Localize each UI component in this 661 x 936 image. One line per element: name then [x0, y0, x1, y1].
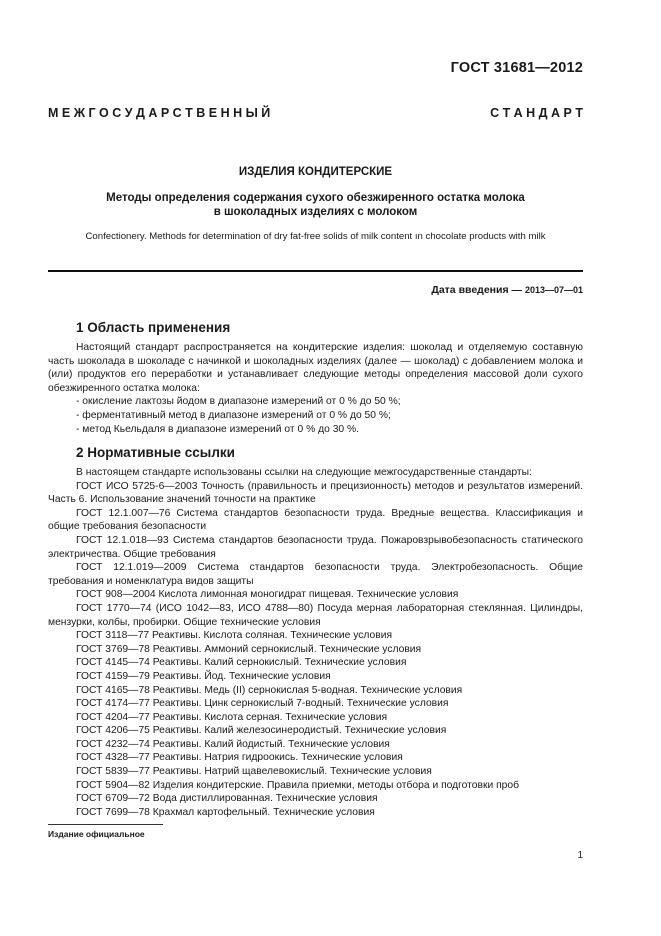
reference-item: ГОСТ 12.1.007—76 Система стандартов безопасности труда. Вредные вещества. Классификация и общие требования безопасности: [48, 507, 583, 533]
subtitle-line-1: Методы определения содержания сухого обезжиренного остатка молока: [106, 192, 525, 204]
reference-list: [48, 480, 583, 820]
intro-date-value: 2013—07—01: [524, 285, 583, 295]
reference-item: ГОСТ 4174—77 Реактивы. Цинк сернокислый 7-водный. Технические условия: [76, 698, 449, 710]
standard-type-banner: [48, 106, 583, 120]
references-intro: В настоящем стандарте использованы ссылки на следующие межгосударственные стандарты:: [76, 467, 532, 478]
document-code: ГОСТ 31681—2012: [450, 60, 583, 76]
section-2-body: [48, 466, 583, 819]
section-2-heading: 2 Нормативные ссылки: [76, 445, 235, 460]
reference-item: ГОСТ 5904—82 Изделия кондитерские. Правила приемки, методы отбора и подготовки проб: [76, 779, 520, 791]
method-item: - метод Кьельдаля в диапазоне измерений от 0 % до 30 %.: [76, 423, 360, 435]
reference-item: ГОСТ 12.1.018—93 Система стандартов безопасности труда. Пожаровзрывобезопасность статического электричества. Общие требования: [48, 534, 583, 560]
section-1-body: [48, 341, 583, 436]
reference-item: ГОСТ 3769—78 Реактивы. Аммоний сернокислый. Технические условия: [76, 643, 422, 655]
reference-item: ГОСТ 12.1.019—2009 Система стандартов безопасности труда. Электробезопасность. Общие требования и номенклатура видов защиты: [48, 562, 583, 587]
document-subtitle: [48, 191, 583, 219]
page-number: 1: [577, 850, 583, 861]
subtitle-line-2: в шоколадных изделиях с молоком: [213, 206, 418, 218]
reference-item: ГОСТ 4204—77 Реактивы. Кислота серная. Технические условия: [76, 711, 388, 723]
edition-label: Издание официальное: [48, 829, 145, 839]
method-item: - окисление лактозы йодом в диапазоне измерений от 0 % до 50 %;: [76, 396, 401, 408]
introduction-date: [431, 284, 583, 296]
reference-item: ГОСТ 4165—78 Реактивы. Медь (II) сернокислая 5-водная. Технические условия: [76, 684, 463, 696]
reference-item: ГОСТ 4328—77 Реактивы. Натрия гидроокись. Технические условия: [76, 752, 403, 764]
reference-item: ГОСТ 1770—74 (ИСО 1042—83, ИСО 4788—80) Посуда мерная лабораторная стеклянная. Цилиндры, мензурки, колбы, пробирки. Общие технические условия: [48, 602, 583, 628]
reference-item: ГОСТ 7699—78 Крахмал картофельный. Технические условия: [76, 806, 375, 818]
intro-date-label: Дата введения —: [431, 284, 523, 296]
reference-item: ГОСТ 4232—74 Реактивы. Калий йодистый. Технические условия: [76, 738, 390, 750]
reference-item: ГОСТ 6709—72 Вода дистиллированная. Технические условия: [76, 793, 378, 805]
reference-item: ГОСТ 4145—74 Реактивы. Калий сернокислый. Технические условия: [76, 657, 407, 669]
scope-paragraph: Настоящий стандарт распространяется на кондитерские изделия: шоколад и отделяемую составную часть шоколада в шоколаде с начинкой и шоколадных изделиях (далее — шоколад) с добавлением молока и (или) продуктов его переработки и устанавливает следующие методы определения массовой доли сухого обезжиренного остатка молока:: [48, 342, 583, 394]
reference-item: ГОСТ 5839—77 Реактивы. Натрий щавелевокислый. Технические условия: [76, 766, 432, 778]
section-1-heading: 1 Область применения: [76, 320, 231, 335]
footer-divider: [48, 824, 163, 825]
method-item: - ферментативный метод в диапазоне измерений от 0 % до 50 %;: [76, 409, 391, 421]
reference-item: ГОСТ 908—2004 Кислота лимонная моногидрат пищевая. Технические условия: [76, 589, 459, 601]
english-title: Confectionery. Methods for determination of dry fat-free solids of milk content ın chocolate products with milk: [85, 231, 546, 242]
title-divider: [48, 270, 583, 272]
banner-word-standard: С Т А Н Д А Р Т: [490, 106, 583, 120]
reference-item: ГОСТ 4159—79 Реактивы. Йод. Технические условия: [76, 670, 331, 682]
reference-item: ГОСТ 4206—75 Реактивы. Калий железосинеродистый. Технические условия: [76, 725, 447, 737]
reference-item: ГОСТ ИСО 5725-6—2003 Точность (правильность и прецизионность) методов и результатов измерений. Часть 6. Использование значений точности на практике: [48, 480, 583, 506]
document-title: ИЗДЕЛИЯ КОНДИТЕРСКИЕ: [238, 166, 393, 178]
reference-item: ГОСТ 3118—77 Реактивы. Кислота соляная. Технические условия: [76, 630, 393, 642]
banner-word-interstate: М Е Ж Г О С У Д А Р С Т В Е Н Н Ы Й: [48, 106, 271, 120]
